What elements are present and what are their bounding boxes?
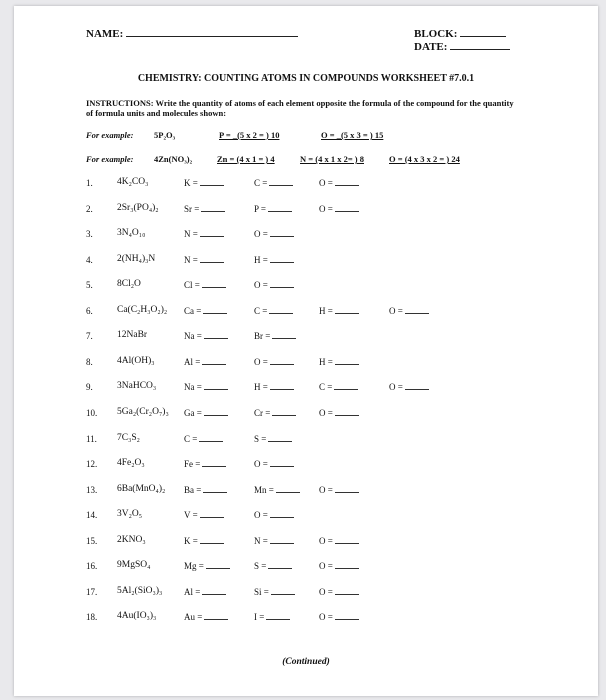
- answer-blank[interactable]: [200, 184, 224, 186]
- answer-field[interactable]: [319, 306, 359, 316]
- element-label: H =: [254, 382, 268, 393]
- answer-field[interactable]: [254, 229, 294, 239]
- date-field[interactable]: [414, 41, 510, 53]
- answer-blank[interactable]: [405, 312, 429, 314]
- answer-field[interactable]: [184, 280, 226, 290]
- answer-blank[interactable]: [200, 542, 224, 544]
- worksheet-page: [14, 6, 598, 696]
- answer-field[interactable]: [184, 255, 224, 265]
- answer-field[interactable]: [184, 459, 226, 469]
- element-label: O =: [319, 561, 333, 572]
- element-label: Ba =: [184, 484, 202, 495]
- date-label: DATE:: [414, 41, 448, 53]
- element-label: H =: [254, 254, 268, 265]
- element-label: O =: [319, 407, 333, 418]
- answer-blank[interactable]: [335, 312, 359, 314]
- continued-note: (Continued): [282, 657, 330, 667]
- example-2-answer-o: O = (4 x 3 x 2 = ) 24: [389, 154, 460, 164]
- element-label: O =: [319, 203, 333, 214]
- answer-blank[interactable]: [272, 414, 296, 416]
- element-label: C =: [254, 305, 268, 316]
- answer-field[interactable]: [184, 331, 228, 341]
- answer-blank[interactable]: [204, 618, 228, 620]
- answer-field[interactable]: [184, 561, 230, 571]
- answer-field[interactable]: [184, 382, 228, 392]
- answer-field[interactable]: [184, 434, 223, 444]
- answer-field[interactable]: [254, 561, 292, 571]
- answer-field[interactable]: [184, 306, 227, 316]
- answer-blank[interactable]: [270, 261, 294, 263]
- example-2-prefix: For example:: [86, 154, 134, 164]
- element-label: Fe =: [184, 459, 201, 470]
- answer-field[interactable]: [319, 587, 359, 597]
- problem-formula: 4Al(OH)₃: [117, 355, 155, 366]
- block-label: BLOCK:: [414, 28, 458, 40]
- element-label: C =: [184, 433, 198, 444]
- answer-field[interactable]: [254, 204, 292, 214]
- answer-blank[interactable]: [200, 261, 224, 263]
- problem-formula: 3N₄O₁₀: [117, 228, 146, 239]
- element-label: V =: [184, 510, 198, 521]
- answer-field[interactable]: [184, 612, 228, 622]
- problem-number: 8.: [86, 356, 93, 367]
- problem-number: 5.: [86, 280, 93, 291]
- problem-number: 3.: [86, 229, 93, 240]
- answer-blank[interactable]: [270, 465, 294, 467]
- answer-field[interactable]: [254, 510, 294, 520]
- answer-field[interactable]: [254, 408, 296, 418]
- answer-blank[interactable]: [203, 491, 227, 493]
- date-line: [450, 49, 510, 50]
- example-2-answer-n: N = (4 x 1 x 2= ) 8: [300, 154, 364, 164]
- answer-blank[interactable]: [270, 516, 294, 518]
- problem-number: 12.: [86, 459, 98, 470]
- problem-formula: 5Ga₂(Cr₂O₇)₃: [117, 406, 169, 417]
- problem-number: 6.: [86, 305, 93, 316]
- element-label: N =: [184, 254, 198, 265]
- answer-blank[interactable]: [334, 388, 358, 390]
- answer-blank[interactable]: [335, 414, 359, 416]
- element-label: H =: [319, 305, 333, 316]
- answer-field[interactable]: [254, 357, 294, 367]
- answer-blank[interactable]: [202, 465, 226, 467]
- answer-blank[interactable]: [272, 337, 296, 339]
- answer-blank[interactable]: [204, 337, 228, 339]
- answer-blank[interactable]: [206, 567, 230, 569]
- answer-field[interactable]: [319, 178, 359, 188]
- problem-formula: 8Cl₂O: [117, 279, 141, 290]
- problem-number: 9.: [86, 382, 93, 393]
- answer-blank[interactable]: [335, 363, 359, 365]
- element-label: Al =: [184, 586, 201, 597]
- element-label: K =: [184, 178, 198, 188]
- element-label: K =: [184, 535, 198, 546]
- example-2-formula: 4Zn(NO₃)₂: [154, 154, 193, 164]
- answer-blank[interactable]: [335, 567, 359, 569]
- answer-blank[interactable]: [199, 440, 223, 442]
- answer-field[interactable]: [184, 587, 226, 597]
- example-1-answer-p: P = _(5 x 2 = ) 10: [219, 130, 280, 140]
- element-label: O =: [319, 535, 333, 546]
- problem-formula: 4K₂CO₃: [117, 177, 149, 187]
- answer-field[interactable]: [389, 382, 429, 392]
- element-label: O =: [254, 229, 268, 240]
- answer-field[interactable]: [254, 178, 293, 188]
- problem-formula: 2KNO₃: [117, 534, 146, 545]
- element-label: Na =: [184, 331, 202, 342]
- answer-field[interactable]: [254, 587, 295, 597]
- name-line: [126, 36, 298, 37]
- answer-blank[interactable]: [335, 618, 359, 620]
- element-label: O =: [254, 510, 268, 521]
- answer-field[interactable]: [184, 485, 227, 495]
- element-label: O =: [254, 459, 268, 470]
- element-label: O =: [319, 484, 333, 495]
- problem-formula: 3V₂O₅: [117, 509, 143, 520]
- problem-number: 17.: [86, 586, 98, 597]
- answer-field[interactable]: [254, 280, 294, 290]
- element-label: O =: [389, 305, 403, 316]
- answer-blank[interactable]: [268, 440, 292, 442]
- answer-field[interactable]: [254, 306, 293, 316]
- answer-field[interactable]: [184, 204, 225, 214]
- answer-field[interactable]: [184, 408, 228, 418]
- element-label: Cl =: [184, 280, 200, 291]
- element-label: Al =: [184, 356, 201, 367]
- answer-blank[interactable]: [268, 567, 292, 569]
- answer-blank[interactable]: [266, 618, 290, 620]
- problem-number: 4.: [86, 254, 93, 265]
- answer-field[interactable]: [319, 536, 359, 546]
- answer-blank[interactable]: [202, 363, 226, 365]
- answer-field[interactable]: [319, 612, 359, 622]
- answer-blank[interactable]: [269, 184, 293, 186]
- problem-formula: 12NaBr: [117, 330, 148, 341]
- problem-formula: 2Sr₃(PO₄)₂: [117, 202, 159, 213]
- answer-blank[interactable]: [203, 312, 227, 314]
- element-label: O =: [254, 280, 268, 291]
- answer-blank[interactable]: [270, 388, 294, 390]
- problem-number: 10.: [86, 407, 98, 418]
- element-label: O =: [389, 382, 403, 393]
- problem-formula: 5Al₂(SiO₃)₃: [117, 585, 163, 596]
- element-label: Mn =: [254, 484, 274, 495]
- answer-blank[interactable]: [268, 210, 292, 212]
- answer-field[interactable]: [184, 510, 224, 520]
- answer-blank[interactable]: [335, 593, 359, 595]
- problem-number: 16.: [86, 561, 98, 572]
- problem-number: 18.: [86, 612, 98, 623]
- answer-field[interactable]: [254, 434, 292, 444]
- problem-number: 2.: [86, 203, 93, 214]
- answer-blank[interactable]: [202, 286, 226, 288]
- answer-field[interactable]: [254, 255, 294, 265]
- answer-blank[interactable]: [200, 516, 224, 518]
- element-label: Cr =: [254, 407, 271, 418]
- answer-field[interactable]: [184, 357, 226, 367]
- name-field[interactable]: [86, 28, 298, 40]
- block-line: [460, 36, 506, 37]
- problem-formula: 6Ba(MnO₄)₂: [117, 483, 166, 494]
- problem-number: 11.: [86, 433, 97, 444]
- answer-field[interactable]: [254, 382, 294, 392]
- answer-field[interactable]: [254, 612, 290, 622]
- element-label: S =: [254, 433, 267, 444]
- answer-blank[interactable]: [271, 593, 295, 595]
- problem-formula: 4Fe₂O₃: [117, 458, 145, 469]
- example-1-answer-o: O = _(5 x 3 = ) 15: [321, 130, 384, 140]
- answer-field[interactable]: [254, 459, 294, 469]
- element-label: Ca =: [184, 305, 202, 316]
- element-label: Ga =: [184, 407, 202, 418]
- element-label: N =: [254, 535, 268, 546]
- element-label: I =: [254, 612, 265, 623]
- answer-blank[interactable]: [270, 542, 294, 544]
- answer-blank[interactable]: [335, 184, 359, 186]
- answer-field[interactable]: [319, 485, 359, 495]
- instructions: INSTRUCTIONS: Write the quantity of atoms of each element opposite the formula of the compound for the quantity of formula units and molecules shown:: [86, 98, 514, 118]
- problem-formula: 3NaHCO₃: [117, 381, 157, 392]
- problem-formula: 4Au(IO₃)₃: [117, 611, 157, 622]
- answer-blank[interactable]: [335, 542, 359, 544]
- answer-blank[interactable]: [335, 210, 359, 212]
- answer-blank[interactable]: [270, 363, 294, 365]
- element-label: Si =: [254, 586, 269, 597]
- answer-field[interactable]: [254, 485, 300, 495]
- problem-number: 15.: [86, 535, 98, 546]
- element-label: Au =: [184, 612, 203, 623]
- answer-blank[interactable]: [335, 491, 359, 493]
- problem-number: 14.: [86, 510, 98, 521]
- block-field[interactable]: [414, 28, 506, 40]
- example-1-formula: 5P₂O₃: [154, 130, 176, 140]
- answer-field[interactable]: [319, 382, 358, 392]
- element-label: O =: [319, 586, 333, 597]
- answer-field[interactable]: [389, 306, 429, 316]
- worksheet-title: CHEMISTRY: COUNTING ATOMS IN COMPOUNDS WORKSHEET #7.0.1: [137, 73, 475, 84]
- answer-field[interactable]: [184, 178, 224, 188]
- example-2-answer-zn: Zn = (4 x 1 = ) 4: [217, 154, 275, 164]
- problem-number: 7.: [86, 331, 93, 342]
- answer-blank[interactable]: [270, 235, 294, 237]
- element-label: O =: [319, 178, 333, 188]
- answer-field[interactable]: [319, 561, 359, 571]
- answer-field[interactable]: [319, 408, 359, 418]
- element-label: C =: [319, 382, 333, 393]
- element-label: Br =: [254, 331, 271, 342]
- problem-formula: 2(NH₄)₃N: [117, 253, 156, 264]
- element-label: O =: [254, 356, 268, 367]
- example-1-prefix: For example:: [86, 130, 134, 140]
- element-label: C =: [254, 178, 268, 188]
- element-label: S =: [254, 561, 267, 572]
- answer-blank[interactable]: [405, 388, 429, 390]
- answer-blank[interactable]: [204, 388, 228, 390]
- element-label: O =: [319, 612, 333, 623]
- element-label: Mg =: [184, 561, 204, 572]
- answer-blank[interactable]: [269, 312, 293, 314]
- name-label: NAME:: [86, 28, 124, 40]
- answer-field[interactable]: [184, 229, 224, 239]
- answer-blank[interactable]: [270, 286, 294, 288]
- answer-blank[interactable]: [200, 235, 224, 237]
- problem-number: 1.: [86, 178, 93, 188]
- answer-blank[interactable]: [201, 210, 225, 212]
- problem-formula: 9MgSO₄: [117, 560, 151, 571]
- element-label: P =: [254, 203, 266, 214]
- answer-field[interactable]: [319, 204, 359, 214]
- answer-field[interactable]: [184, 536, 224, 546]
- answer-blank[interactable]: [204, 414, 228, 416]
- problem-formula: 7C₃S₂: [117, 432, 140, 443]
- answer-field[interactable]: [254, 331, 296, 341]
- answer-blank[interactable]: [202, 593, 226, 595]
- problem-formula: Ca(C₂H₃O₂)₂: [117, 304, 168, 315]
- problem-number: 13.: [86, 484, 98, 495]
- answer-blank[interactable]: [276, 491, 300, 493]
- element-label: N =: [184, 229, 198, 240]
- answer-field[interactable]: [254, 536, 294, 546]
- element-label: Na =: [184, 382, 202, 393]
- answer-field[interactable]: [319, 357, 359, 367]
- element-label: H =: [319, 356, 333, 367]
- element-label: Sr =: [184, 203, 200, 214]
